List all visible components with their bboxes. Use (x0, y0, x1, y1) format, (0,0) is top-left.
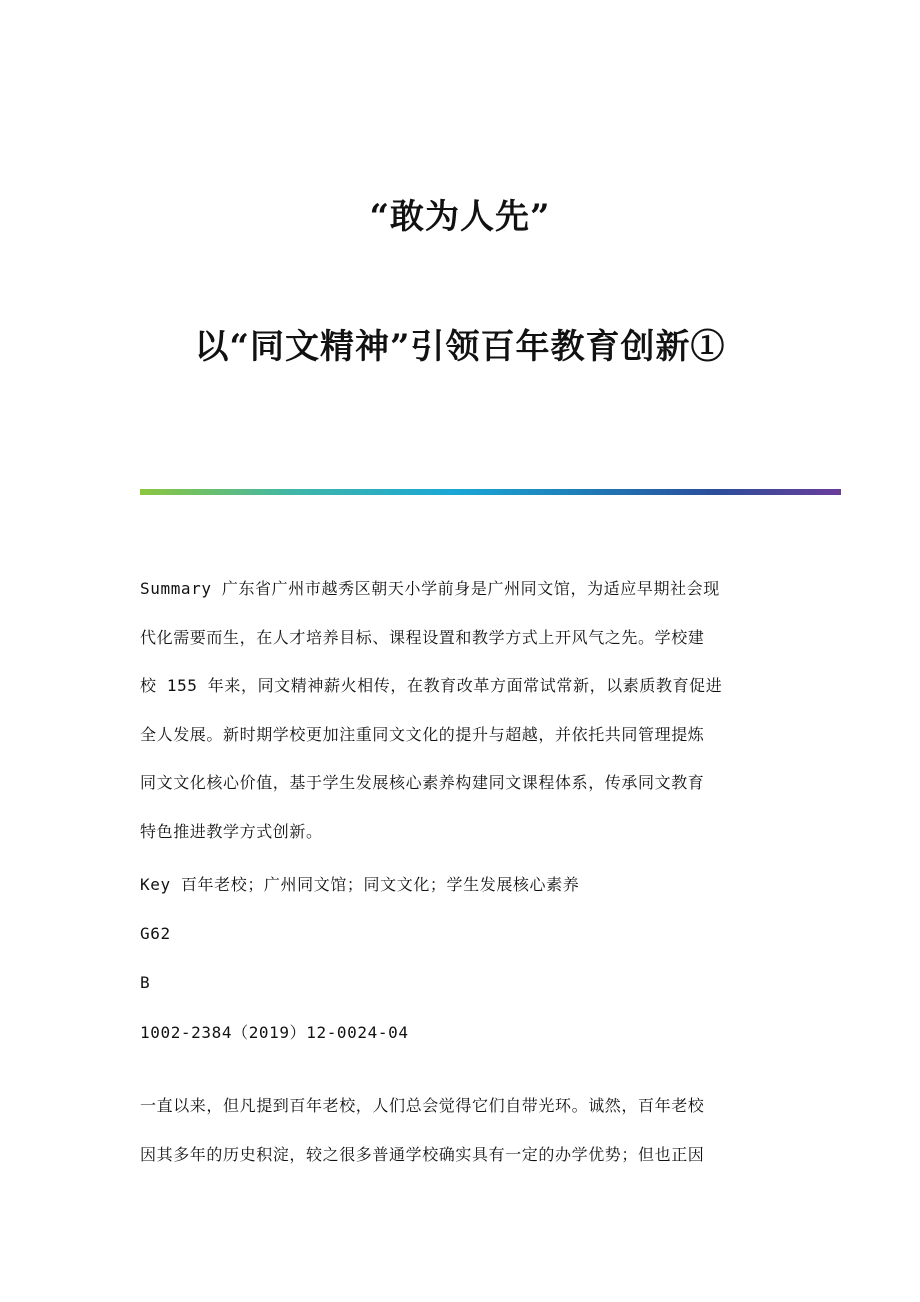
title-line-1: “敢为人先” (369, 197, 551, 237)
classification-number: G62 (140, 924, 171, 943)
summary-line: 代化需要而生，在人才培养目标、课程设置和教学方式上开风气之先。学校建 (140, 627, 705, 647)
summary-line: 特色推进教学方式创新。 (140, 821, 323, 841)
summary-paragraph (140, 565, 780, 856)
article-number: 1002-2384（2019）12-0024-04 (140, 1023, 409, 1042)
document-code: B (140, 973, 151, 992)
summary-line: Summary 广东省广州市越秀区朝天小学前身是广州同文馆，为适应早期社会现 (140, 579, 720, 598)
summary-line: 校 155 年来，同文精神薪火相传，在教育改革方面常试常新，以素质教育促进 (140, 676, 723, 695)
summary-line: 全人发展。新时期学校更加注重同文文化的提升与超越，并依托共同管理提炼 (140, 724, 705, 744)
keywords-line: Key 百年老校；广州同文馆；同文文化；学生发展核心素养 (140, 875, 580, 894)
intro-line: 因其多年的历史积淀，较之很多普通学校确实具有一定的办学优势；但也正因 (140, 1144, 705, 1164)
intro-paragraph (140, 1082, 780, 1179)
intro-line: 一直以来，但凡提到百年老校，人们总会觉得它们自带光环。诚然，百年老校 (140, 1096, 705, 1115)
summary-line: 同文文化核心价值，基于学生发展核心素养构建同文课程体系，传承同文教育 (140, 773, 705, 792)
gradient-divider (140, 489, 841, 495)
title-line-2: 以“同文精神”引领百年教育创新① (194, 327, 726, 367)
